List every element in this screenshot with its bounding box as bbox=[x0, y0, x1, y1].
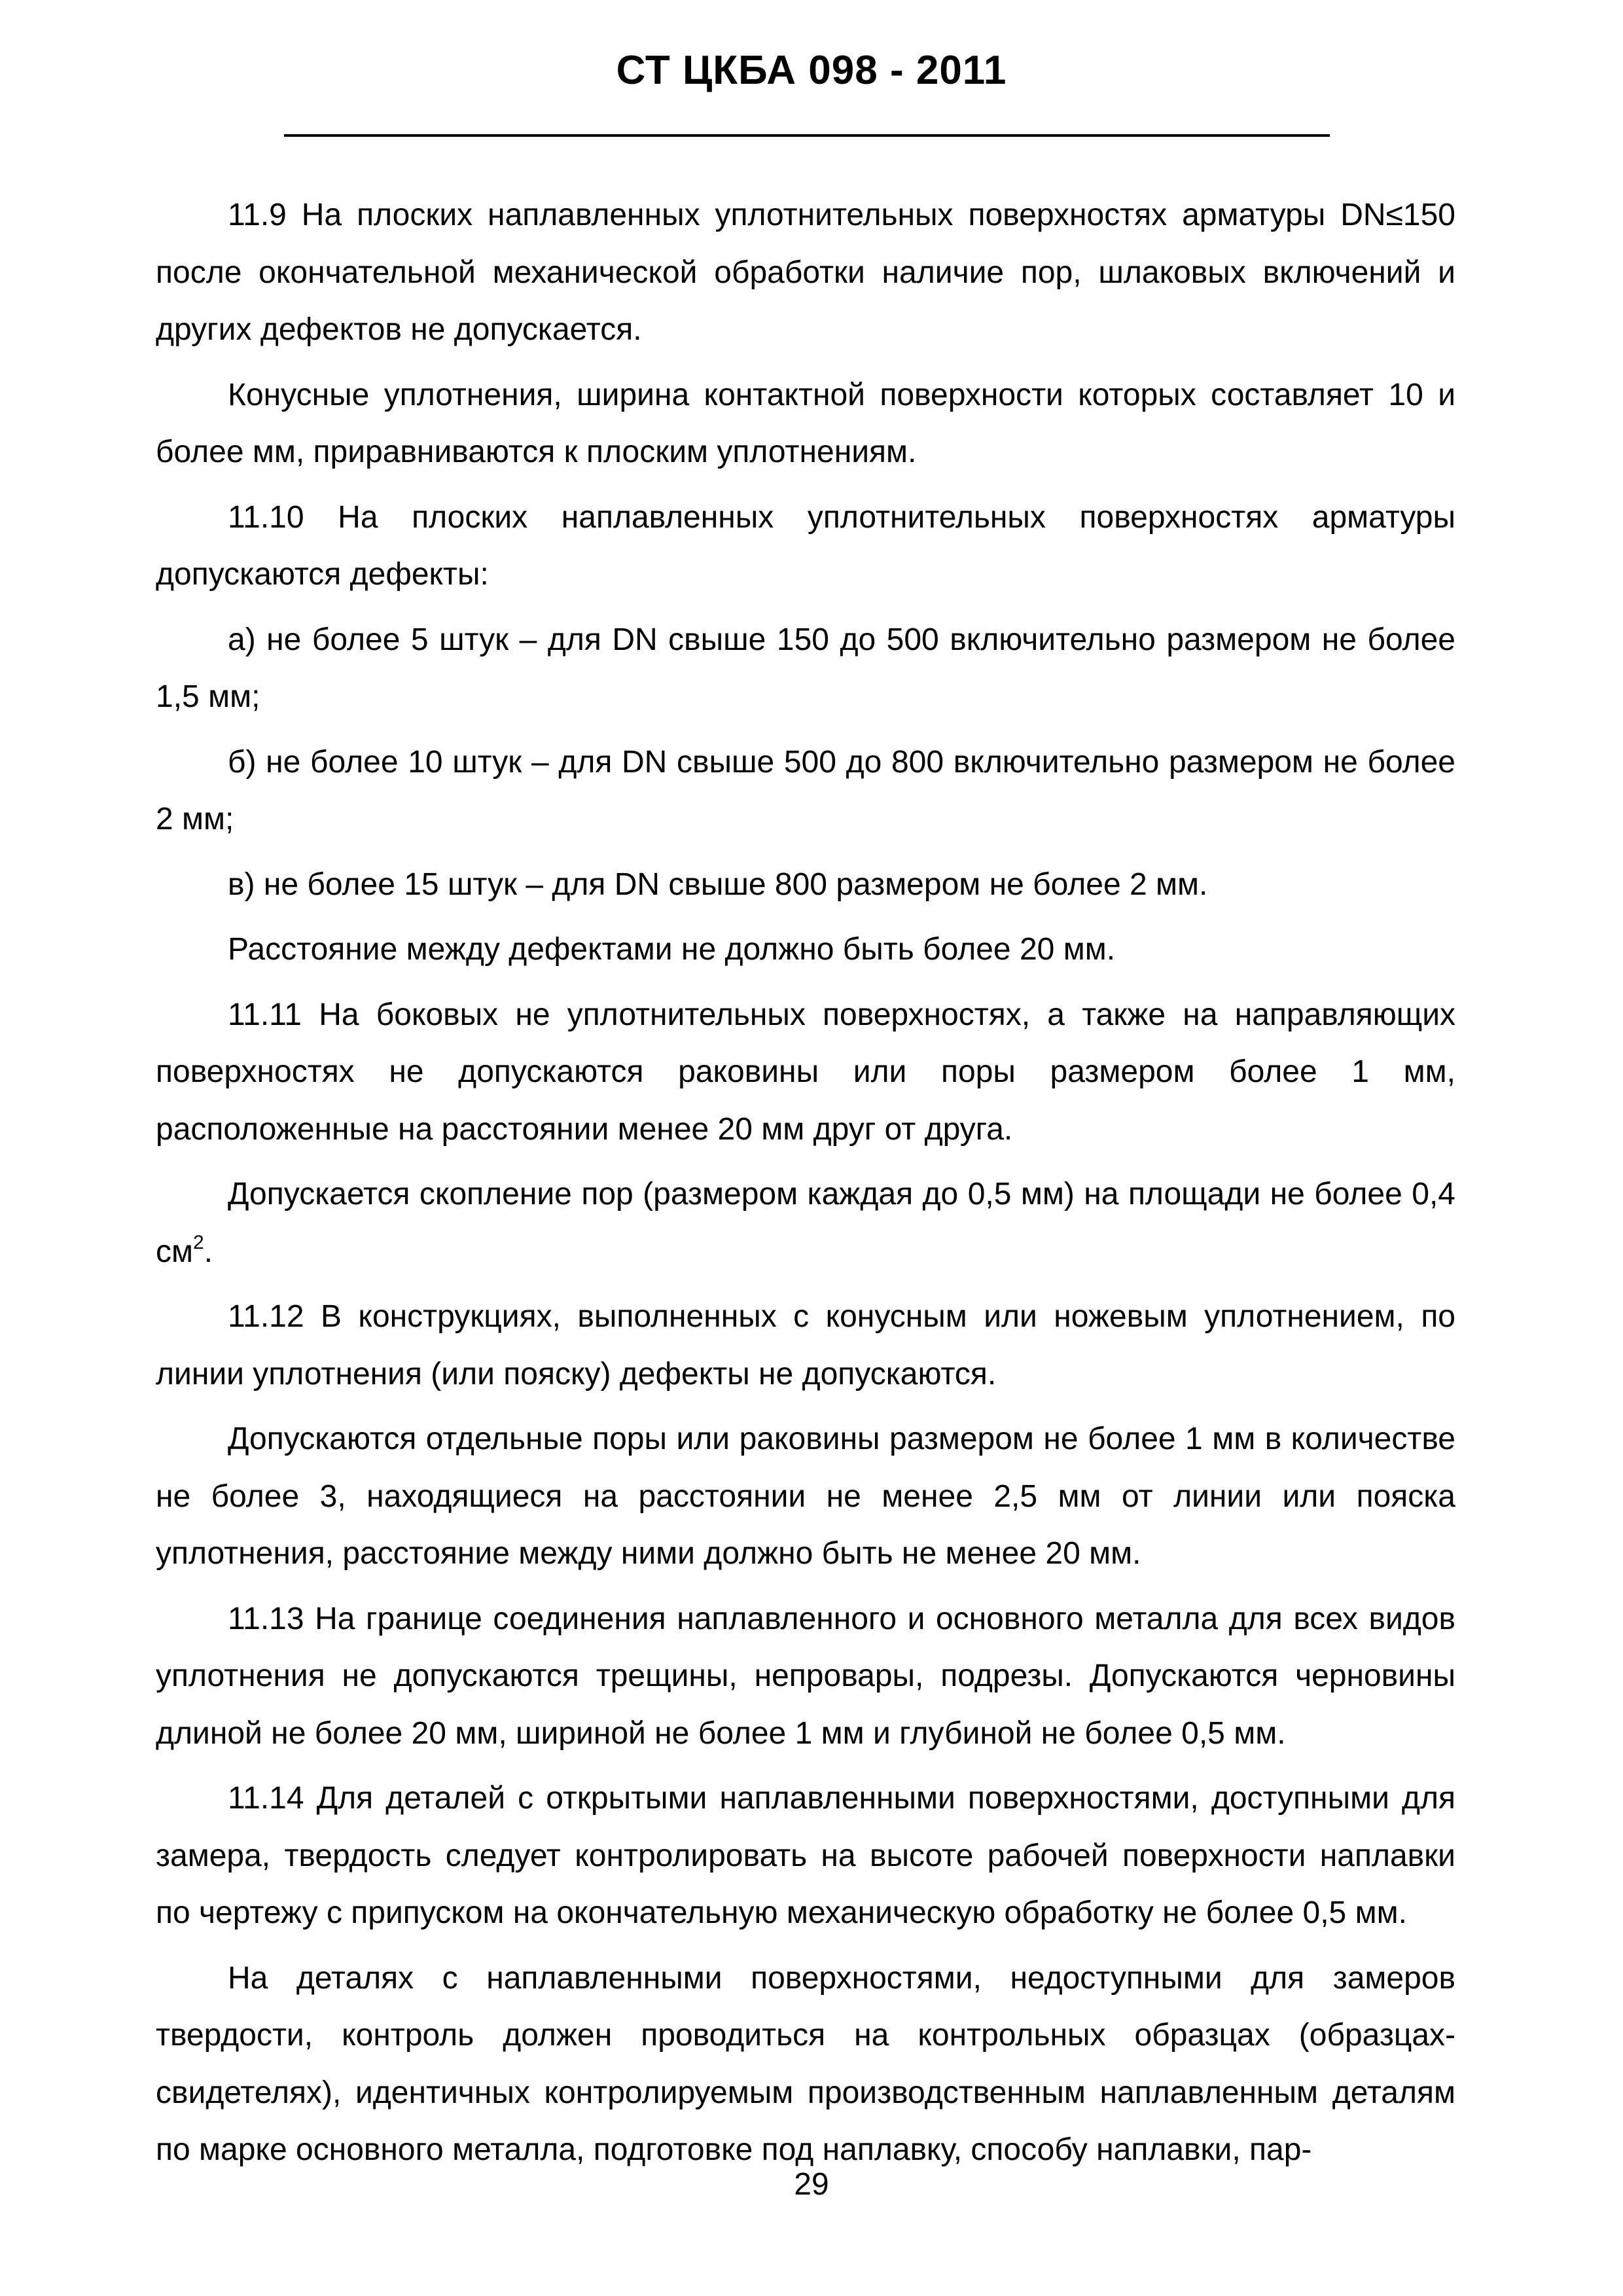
pore-cluster-text: Допускается скопление пор (размером каждая до 0,5 мм) на площади не более 0,4 см bbox=[156, 1177, 1455, 1269]
list-item-b: б) не более 10 штук – для DN свыше 500 до 800 включительно размером не более 2 мм; bbox=[156, 744, 1455, 836]
paragraph-11-10: 11.10 На плоских наплавленных уплотнительных поверхностях арматуры допускаются дефекты: bbox=[156, 499, 1455, 592]
document-header: СТ ЦКБА 098 - 2011 bbox=[616, 48, 1007, 93]
paragraph-witness-samples: На деталях с наплавленными поверхностями, недоступными для замеров твердости, контроль должен проводиться на контрольных образцах (образцах-свидетелях), идентичных контролируемым производственным наплавленным деталям по марке основного металла, подготовке под наплавку, способу наплавки, пар- bbox=[156, 1960, 1455, 2167]
paragraph-single-pores: Допускаются отдельные поры или раковины размером не более 1 мм в количестве не более 3, находящиеся на расстоянии не менее 2,5 мм от линии или пояска уплотнения, расстояние между ними должно быть не менее 20 мм. bbox=[156, 1422, 1455, 1571]
list-item-v: в) не более 15 штук – для DN свыше 800 размером не более 2 мм. bbox=[228, 867, 1208, 902]
paragraph-11-11: 11.11 На боковых не уплотнительных поверхностях, а также на направляющих поверхностях не допускаются раковины или поры размером более 1 мм, расположенные на расстоянии менее 20 мм друг от друга. bbox=[156, 997, 1455, 1147]
paragraph-defect-distance: Расстояние между дефектами не должно быть более 20 мм. bbox=[228, 932, 1116, 967]
pore-cluster-tail: . bbox=[204, 1234, 213, 1269]
paragraph-conical-seals: Конусные уплотнения, ширина контактной поверхности которых составляет 10 и более мм, приравниваются к плоским уплотнениям. bbox=[156, 377, 1455, 469]
paragraph-11-14: 11.14 Для деталей с открытыми наплавленными поверхностями, доступными для замера, твердость следует контролировать на высоте рабочей поверхности наплавки по чертежу с припуском на окончательную механическую обработку не более 0,5 мм. bbox=[156, 1781, 1455, 1930]
header-rule bbox=[284, 134, 1330, 137]
paragraph-11-9: 11.9 На плоских наплавленных уплотнительных поверхностях арматуры DN≤150 после окончательной механической обработки наличие пор, шлаковых включений и других дефектов не допускается. bbox=[156, 198, 1455, 347]
paragraph-11-13: 11.13 На границе соединения наплавленного и основного металла для всех видов уплотнения не допускаются трещины, непровары, подрезы. Допускаются черновины длиной не более 20 мм, шириной не более 1 мм и глубиной не более 0,5 мм. bbox=[156, 1601, 1455, 1751]
paragraph-11-12: 11.12 В конструкциях, выполненных с конусным или ножевым уплотнением, по линии уплотнения (или пояску) дефекты не допускаются. bbox=[156, 1299, 1455, 1391]
superscript-2: 2 bbox=[193, 1231, 204, 1253]
paragraph-pore-cluster bbox=[156, 1166, 1455, 1280]
document-body bbox=[156, 187, 1455, 2179]
page-number: 29 bbox=[794, 2167, 829, 2202]
list-item-a: а) не более 5 штук – для DN свыше 150 до 500 включительно размером не более 1,5 мм; bbox=[156, 622, 1455, 714]
